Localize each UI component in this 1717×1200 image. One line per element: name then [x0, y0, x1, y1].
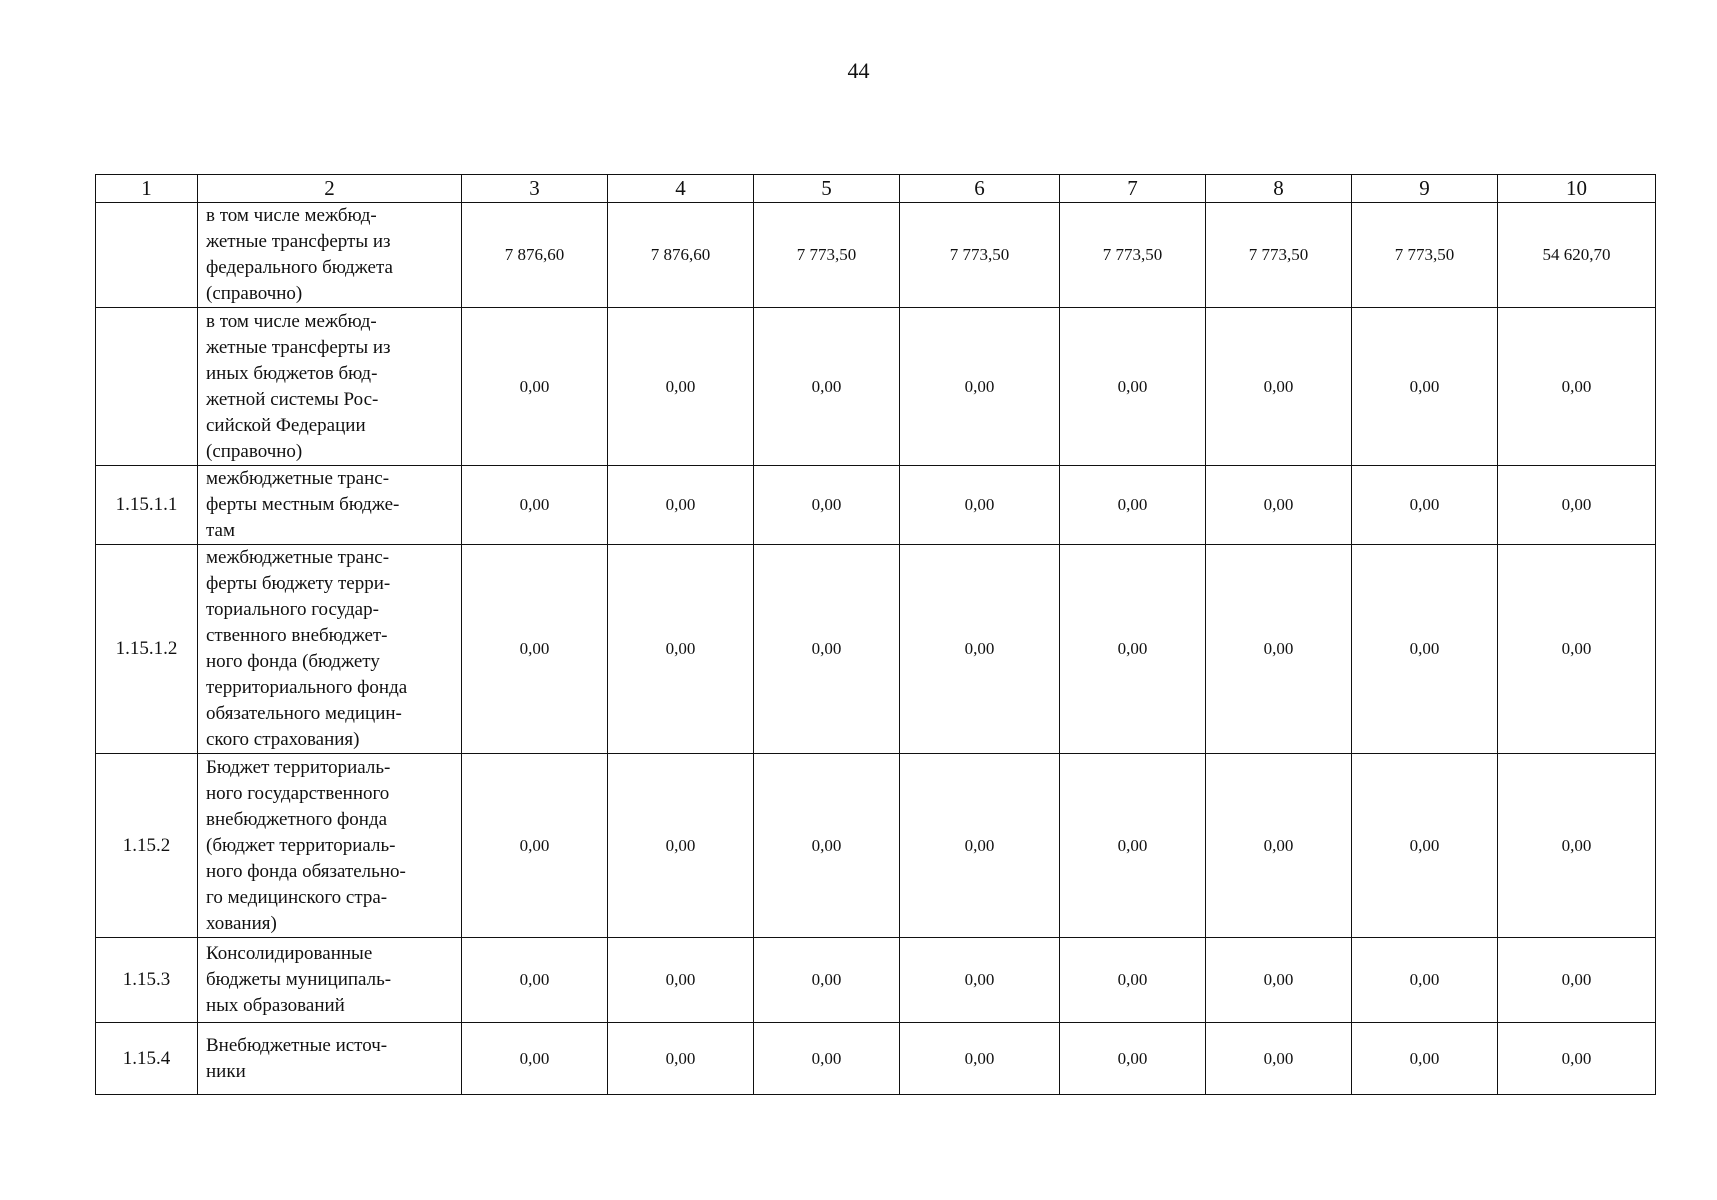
row-value: 0,00	[462, 938, 608, 1023]
row-value: 7 773,50	[900, 203, 1060, 308]
row-value: 0,00	[1352, 938, 1498, 1023]
row-value: 0,00	[1352, 308, 1498, 466]
header-row	[96, 175, 1656, 203]
row-name: в том числе межбюд- жетные трансферты из иных бюджетов бюд- жетной системы Рос- сийской Федерации (справочно)	[198, 308, 462, 466]
column-header: 10	[1498, 175, 1656, 203]
row-value: 0,00	[608, 938, 754, 1023]
row-code: 1.15.4	[96, 1023, 198, 1095]
row-code: 1.15.3	[96, 938, 198, 1023]
row-value: 0,00	[1352, 545, 1498, 754]
row-value: 0,00	[900, 938, 1060, 1023]
row-value: 0,00	[900, 754, 1060, 938]
row-value: 0,00	[1060, 754, 1206, 938]
row-value: 0,00	[462, 308, 608, 466]
row-value: 0,00	[608, 466, 754, 545]
row-value: 7 876,60	[608, 203, 754, 308]
row-code: 1.15.1.1	[96, 466, 198, 545]
column-header: 6	[900, 175, 1060, 203]
row-value: 54 620,70	[1498, 203, 1656, 308]
row-value: 0,00	[1498, 466, 1656, 545]
column-header: 8	[1206, 175, 1352, 203]
row-value: 0,00	[1206, 545, 1352, 754]
row-value: 0,00	[754, 1023, 900, 1095]
row-value: 0,00	[1060, 466, 1206, 545]
column-header: 9	[1352, 175, 1498, 203]
row-value: 0,00	[462, 466, 608, 545]
table-row	[96, 938, 1656, 1023]
row-name: межбюджетные транс- ферты местным бюдже- там	[198, 466, 462, 545]
column-header: 4	[608, 175, 754, 203]
row-value: 7 876,60	[462, 203, 608, 308]
row-value: 0,00	[1498, 308, 1656, 466]
row-value: 0,00	[608, 545, 754, 754]
row-code	[96, 203, 198, 308]
column-header: 2	[198, 175, 462, 203]
row-value: 0,00	[1060, 545, 1206, 754]
row-value: 0,00	[754, 754, 900, 938]
table-row	[96, 1023, 1656, 1095]
row-value: 0,00	[1060, 1023, 1206, 1095]
row-value: 0,00	[1352, 1023, 1498, 1095]
row-value: 0,00	[1060, 308, 1206, 466]
row-code	[96, 308, 198, 466]
row-name: Бюджет территориаль- ного государственного внебюджетного фонда (бюджет территориаль- ного фонда обязательно- го медицинского стра- хования)	[198, 754, 462, 938]
row-value: 7 773,50	[1060, 203, 1206, 308]
column-header: 5	[754, 175, 900, 203]
row-value: 0,00	[1206, 308, 1352, 466]
row-value: 7 773,50	[754, 203, 900, 308]
page-number: 44	[847, 58, 870, 83]
row-value: 0,00	[900, 308, 1060, 466]
row-value: 0,00	[462, 545, 608, 754]
row-value: 0,00	[900, 1023, 1060, 1095]
row-name: Консолидированные бюджеты муниципаль- ных образований	[198, 938, 462, 1023]
row-name: Внебюджетные источ- ники	[198, 1023, 462, 1095]
row-value: 0,00	[608, 308, 754, 466]
row-value: 0,00	[1498, 754, 1656, 938]
column-header: 7	[1060, 175, 1206, 203]
row-value: 0,00	[1352, 754, 1498, 938]
table-row	[96, 308, 1656, 466]
row-name: в том числе межбюд- жетные трансферты из федерального бюджета (справочно)	[198, 203, 462, 308]
row-value: 0,00	[1498, 938, 1656, 1023]
row-code: 1.15.2	[96, 754, 198, 938]
row-value: 0,00	[900, 545, 1060, 754]
row-value: 0,00	[754, 466, 900, 545]
row-value: 0,00	[1352, 466, 1498, 545]
row-value: 0,00	[1206, 938, 1352, 1023]
row-name: межбюджетные транс- ферты бюджету терри- ториального государ- ственного внебюджет- ного фонда (бюджету территориального фонда обязательного медицин- ского страхования)	[198, 545, 462, 754]
row-value: 0,00	[608, 754, 754, 938]
table-row	[96, 754, 1656, 938]
row-code: 1.15.1.2	[96, 545, 198, 754]
row-value: 0,00	[900, 466, 1060, 545]
table-row	[96, 545, 1656, 754]
table-row	[96, 466, 1656, 545]
row-value: 0,00	[462, 1023, 608, 1095]
budget-table	[95, 174, 1656, 1095]
row-value: 0,00	[1206, 466, 1352, 545]
table-row	[96, 203, 1656, 308]
row-value: 0,00	[608, 1023, 754, 1095]
column-header: 3	[462, 175, 608, 203]
row-value: 0,00	[754, 938, 900, 1023]
row-value: 0,00	[754, 308, 900, 466]
row-value: 0,00	[1206, 754, 1352, 938]
row-value: 0,00	[1498, 1023, 1656, 1095]
row-value: 7 773,50	[1352, 203, 1498, 308]
row-value: 0,00	[1060, 938, 1206, 1023]
row-value: 0,00	[1206, 1023, 1352, 1095]
column-header: 1	[96, 175, 198, 203]
row-value: 0,00	[754, 545, 900, 754]
row-value: 7 773,50	[1206, 203, 1352, 308]
row-value: 0,00	[1498, 545, 1656, 754]
row-value: 0,00	[462, 754, 608, 938]
